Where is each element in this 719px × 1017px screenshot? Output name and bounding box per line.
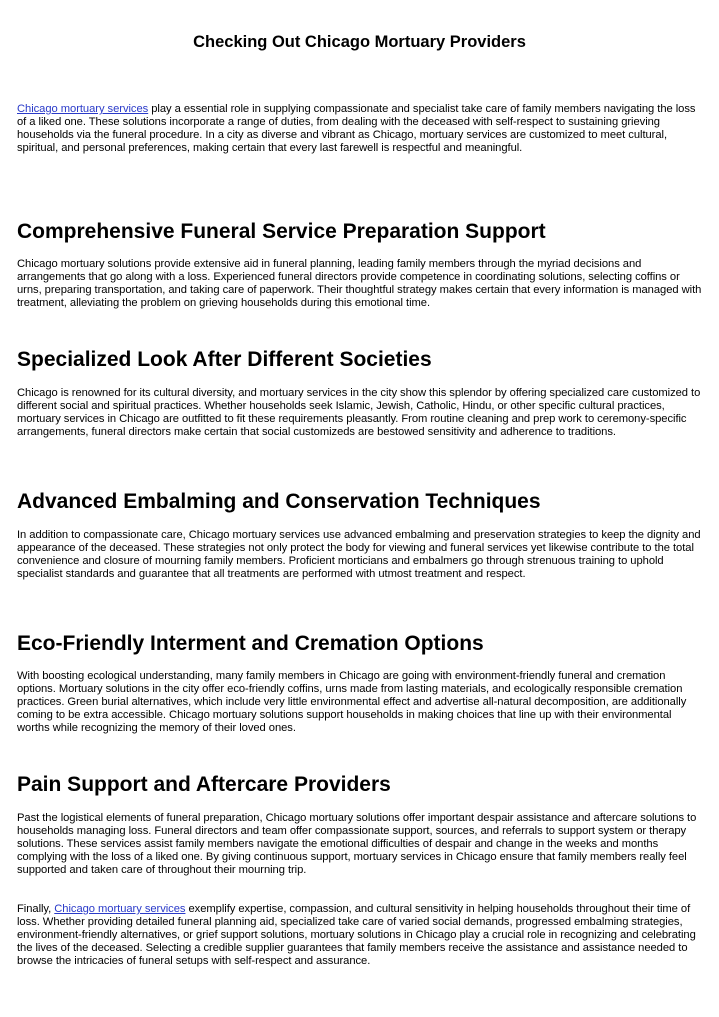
section-heading: Advanced Embalming and Conservation Techniques: [17, 490, 541, 513]
section-heading: Pain Support and Aftercare Providers: [17, 773, 391, 796]
intro-text: play a essential role in supplying compassionate and specialist take care of family members navigating the loss of a liked one. These solutions incorporate a range of duties, from dealing with the deceased with self-respect to sustaining grieving households via the funeral procedure. In a city as diverse and vibrant as Chicago, mortuary services are customized to meet cultural, spiritual, and personal preferences, making certain that every last farewell is respectful and meaningful.: [17, 103, 696, 155]
section-heading: Eco-Friendly Interment and Cremation Options: [17, 632, 484, 655]
section-body: Chicago is renowned for its cultural diversity, and mortuary services in the city show this splendor by offering specialized care customized to different social and spiritual practices. Whether households seek Islamic, Jewish, Catholic, Hindu, or other specific cultural practices, mortuary services in Chicago are outfitted to fit these requirements pleasantly. From routine cleaning and prep work to ceremony-specific arrangements, funeral directors make certain that social customizeds are bestowed sensitivity and adherence to traditions.: [17, 387, 701, 439]
page-title: Checking Out Chicago Mortuary Providers: [193, 33, 526, 51]
intro-paragraph: [17, 103, 705, 155]
closing-prefix: Finally,: [17, 903, 55, 915]
section-heading: Specialized Look After Different Societies: [17, 348, 432, 371]
section-body: In addition to compassionate care, Chicago mortuary services use advanced embalming and preservation strategies to keep the dignity and appearance of the deceased. These strategies not only protect the body for viewing and funeral services yet likewise contribute to the total convenience and closure of mourning family members. Proficient morticians and embalmers go through strenuous training to uphold specialist standards and guarantee that all treatments are performed with utmost treatment and respect.: [17, 529, 701, 581]
section-heading: Comprehensive Funeral Service Preparation Support: [17, 220, 546, 243]
intro-link[interactable]: Chicago mortuary services: [17, 103, 149, 115]
closing-link[interactable]: Chicago mortuary services: [54, 903, 186, 915]
closing-text: exemplify expertise, compassion, and cultural sensitivity in helping households throughout their time of loss. Whether providing detailed funeral planning aid, specialized take care of varied social demands, progressed embalming strategies, environment-friendly alternatives, or grief support solutions, mortuary solutions in Chicago play a crucial role in recognizing and celebrating the lives of the deceased. Selecting a credible supplier guarantees that family members receive the assistance and assistance needed to browse the intricacies of funeral setups with self-respect and assurance.: [17, 903, 696, 968]
section-body: With boosting ecological understanding, many family members in Chicago are going with environment-friendly funeral and cremation options. Mortuary solutions in the city offer eco-friendly coffins, urns made from lasting materials, and ecologically responsible cremation practices. Green burial alternatives, which include very little environmental effect and advertise all-natural decomposition, are additionally coming to be extra accessible. Chicago mortuary solutions support households in making choices that line up with their environmental worths while recognizing the memory of their loved ones.: [17, 670, 687, 735]
closing-paragraph: [17, 903, 705, 968]
section-body: Past the logistical elements of funeral preparation, Chicago mortuary solutions offer important despair assistance and aftercare solutions to households managing loss. Funeral directors and team offer compassionate support, sources, and referrals to support system or therapy solutions. These services assist family members navigate the emotional difficulties of despair and change in the weeks and months complying with the loss of a liked one. By giving continuous support, mortuary services in Chicago ensure that family members really feel supported and taken care of throughout their mourning trip.: [17, 812, 697, 877]
section-body: Chicago mortuary solutions provide extensive aid in funeral planning, leading family members through the myriad decisions and arrangements that go along with a loss. Experienced funeral directors provide competence in coordinating solutions, selecting coffins or urns, preparing transportation, and taking care of paperwork. Their thoughtful strategy makes certain that every information is managed with treatment, alleviating the problem on grieving households during this emotional time.: [17, 258, 702, 310]
